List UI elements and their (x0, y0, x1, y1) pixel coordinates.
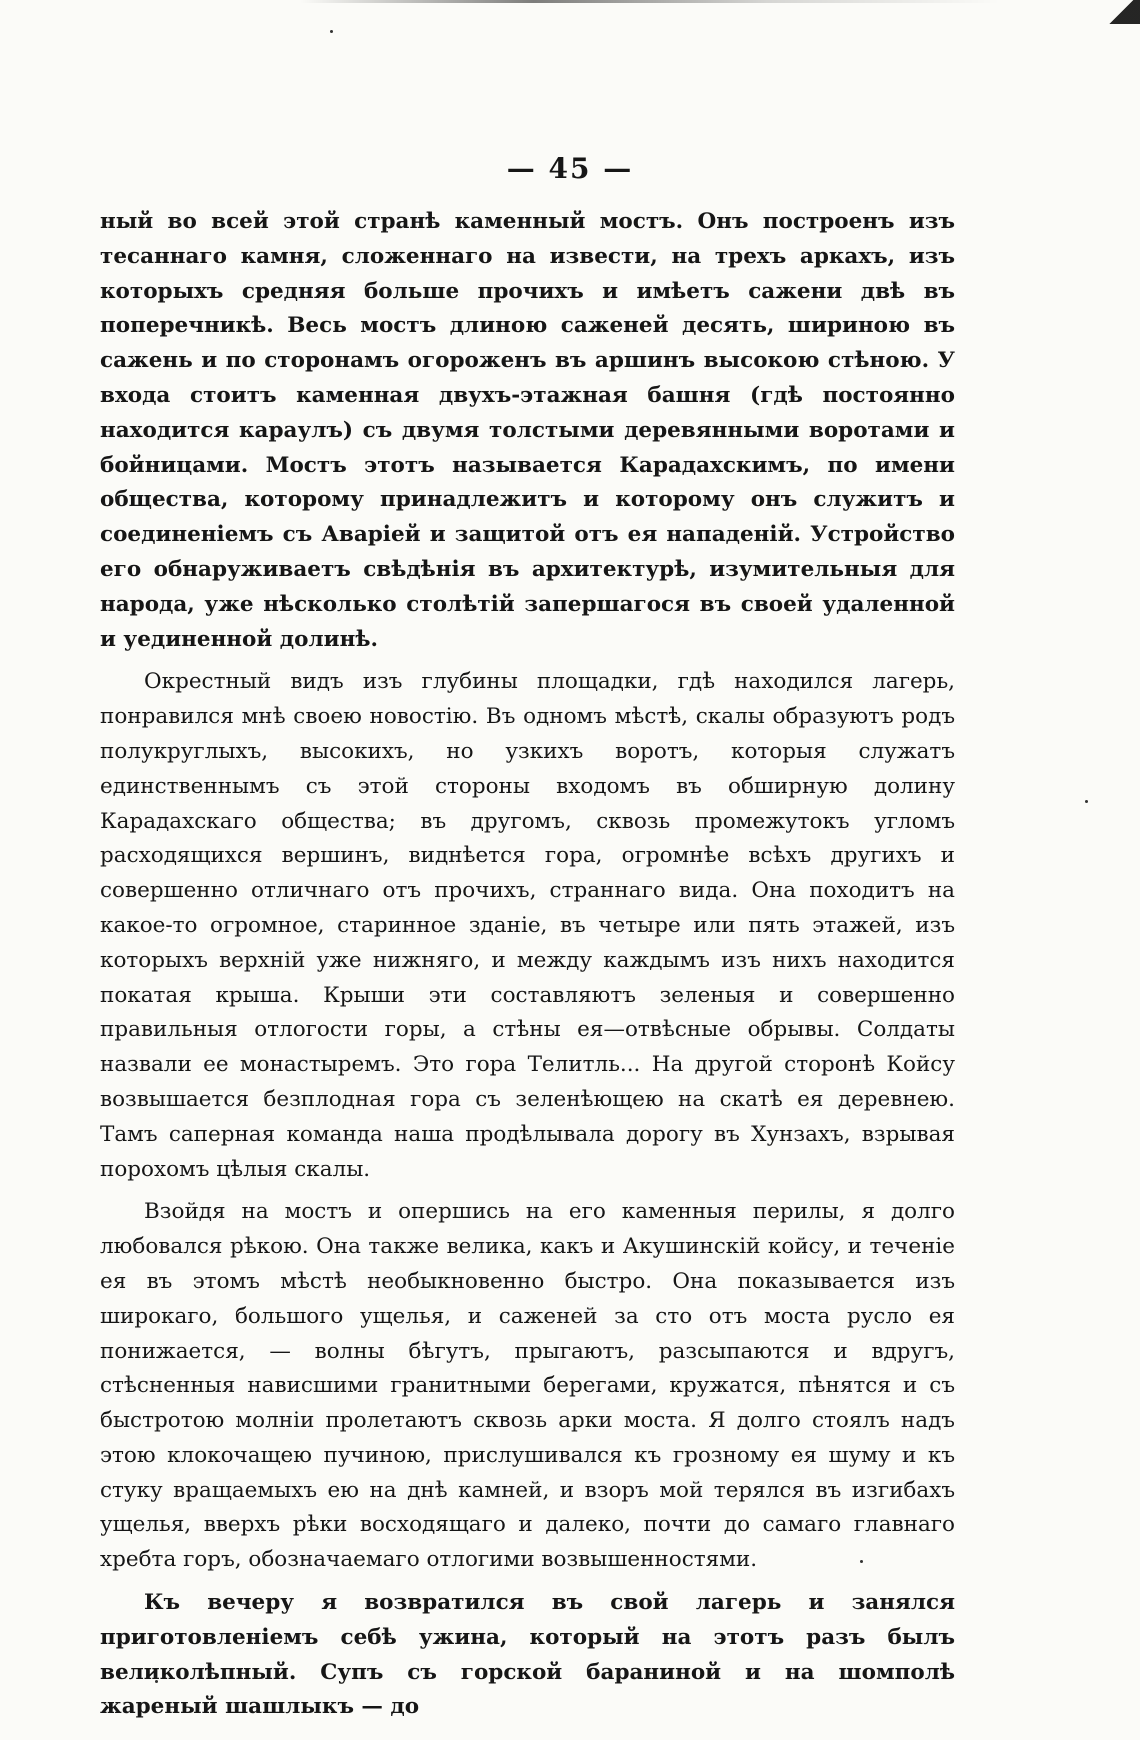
scan-edge-shadow (300, 0, 1000, 3)
page-number: — 45 — (506, 152, 634, 185)
scan-speck (1085, 800, 1088, 803)
scan-corner-mark (1102, 0, 1140, 24)
paragraph-1: ный во всей этой странѣ каменный мостъ. Онъ построенъ изъ тесаннаго камня, сложеннаго на извести, на трехъ аркахъ, изъ которыхъ средняя больше прочихъ и имѣетъ сажени двѣ въ поперечникѣ. Весь мостъ длиною саженей десять, шириною въ сажень и по сторонамъ огороженъ въ аршинъ высокою стѣною. У входа стоитъ каменная двухъ-этажная башня (гдѣ постоянно находится караулъ) съ двумя толстыми деревянными воротами и бойницами. Мостъ этотъ называется Карадахскимъ, по имени общества, которому принадлежитъ и которому онъ служитъ и соединенiемъ съ Аварiей и защитой отъ ея нападенiй. Устройство его обнаруживаетъ свѣдѣнiя въ архитектурѣ, изумительныя для народа, уже нѣсколько столѣтiй запершагося въ своей удаленной и уединенной долинѣ. (100, 209, 955, 652)
paragraph-4: Къ вечеру я возвратился въ свой лагерь и занялся приготовленiемъ себѣ ужина, который на этотъ разъ былъ великолѣпный. Супъ съ горской бараниной и на шомполѣ жареный шашлыкъ — до (100, 1590, 955, 1720)
body-text (100, 205, 955, 1733)
paragraph-2: Окрестный видъ изъ глубины площадки, гдѣ находился лагерь, понравился мнѣ своею новостiю. Въ одномъ мѣстѣ, скалы образуютъ родъ полукруглыхъ, высокихъ, но узкихъ воротъ, которыя служатъ единственнымъ съ этой стороны входомъ въ обширную долину Карадахскаго общества; въ другомъ, сквозь промежутокъ угломъ расходящихся вершинъ, виднѣется гора, огромнѣе всѣхъ другихъ и совершенно отличнаго отъ прочихъ, страннаго вида. Она походитъ на какое-то огромное, старинное зданiе, въ четыре или пять этажей, изъ которыхъ верхнiй уже нижняго, и между каждымъ изъ нихъ находится покатая крыша. Крыши эти составляютъ зеленыя и совершенно правильныя отлогости горы, а стѣны ея—отвѣсные обрывы. Солдаты назвали ее монастыремъ. Это гора Телитль... На другой сторонѣ Койсу возвышается безплодная гора съ зеленѣющею на скатѣ ея деревнею. Тамъ саперная команда наша продѣлывала дорогу въ Хунзахъ, взрывая порохомъ цѣлыя скалы. (100, 669, 955, 1182)
scan-speck (330, 30, 333, 33)
paragraph-3: Взойдя на мостъ и опершись на его каменныя перилы, я долго любовался рѣкою. Она также велика, какъ и Акушинскiй койсу, и теченiе ея въ этомъ мѣстѣ необыкновенно быстро. Она показывается изъ широкаго, большого ущелья, и саженей за сто отъ моста русло ея понижается, — волны бѣгутъ, прыгаютъ, разсыпаются и вдругъ, стѣсненныя нависшими гранитными берегами, кружатся, пѣнятся и съ быстротою молнiи пролетаютъ сквозь арки моста. Я долго стоялъ надъ этою клокочащею пучиною, прислушивался къ грозному ея шуму и къ стуку вращаемыхъ ею на днѣ камней, и взоръ мой терялся въ изгибахъ ущелья, вверхъ рѣки восходящаго и далеко, почти до самаго главнаго хребта горъ, обозначаемаго отлогими возвышенностями. (100, 1199, 955, 1573)
